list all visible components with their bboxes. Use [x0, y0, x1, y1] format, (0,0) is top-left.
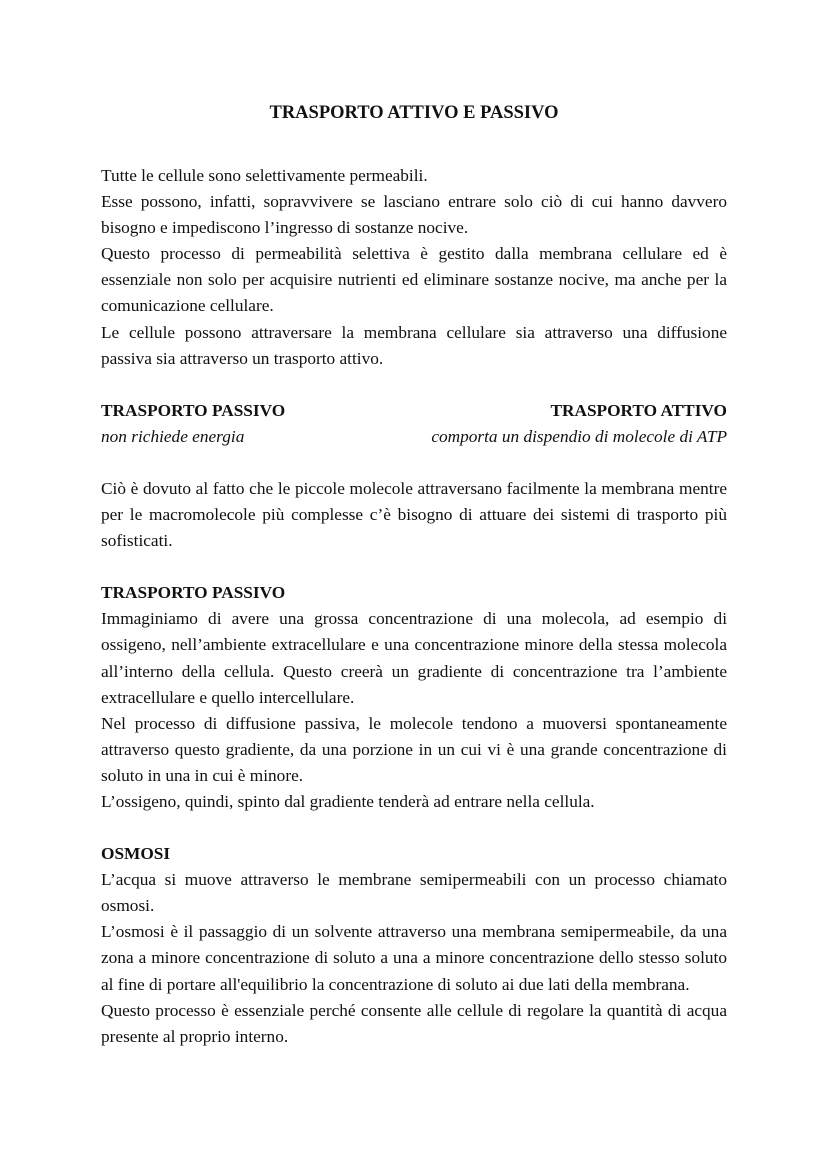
intro-paragraph: Tutte le cellule sono selettivamente permeabili.: [101, 166, 428, 185]
passive-transport-heading: TRASPORTO PASSIVO: [101, 583, 286, 603]
osmosis-paragraph: Questo processo è essenziale perché consente alle cellule di regolare la quantità di acqua presente al proprio interno.: [101, 1000, 727, 1046]
osmosis-paragraph: L’acqua si muove attraverso le membrane semipermeabili con un processo chiamato osmosi.: [101, 870, 727, 916]
explanation-section: [101, 476, 727, 554]
passive-paragraph: L’ossigeno, quindi, spinto dal gradiente tenderà ad entrare nella cellula.: [101, 791, 595, 811]
passive-paragraph: Immaginiamo di avere una grossa concentrazione di una molecola, ad esempio di ossigeno, nell’ambiente extracellulare e una concentrazione minore della stessa molecola all’interno della cellula. Questo creerà un gradiente di concentrazione tra l’ambiente extracellulare e quello intercellulare.: [101, 609, 727, 707]
explanation-paragraph: Ciò è dovuto al fatto che le piccole molecole attraversano facilmente la membrana mentre per le macromolecole più complesse c’è bisogno di attuare dei sistemi di trasporto più sofisticati.: [101, 478, 727, 551]
comparison-active-note: comporta un dispendio di molecole di ATP: [431, 426, 727, 446]
transport-comparison: [101, 398, 727, 450]
comparison-active: [431, 398, 727, 450]
comparison-active-heading: TRASPORTO ATTIVO: [550, 400, 727, 420]
osmosis-heading: OSMOSI: [101, 844, 171, 864]
passive-transport-section: [101, 580, 727, 815]
document-title: TRASPORTO ATTIVO E PASSIVO: [269, 103, 559, 123]
intro-paragraph: Esse possono, infatti, sopravvivere se lasciano entrare solo ciò di cui hanno davvero bisogno e impediscono l’ingresso di sostanze nocive.: [101, 192, 727, 238]
comparison-passive-note: non richiede energia: [101, 426, 245, 446]
intro-section: [101, 163, 727, 372]
document-page: [101, 99, 727, 1050]
osmosis-section: [101, 841, 727, 1050]
passive-paragraph: Nel processo di diffusione passiva, le molecole tendono a muoversi spontaneamente attraverso questo gradiente, da una porzione in un cui vi è una grande concentrazione di soluto in una in cui è minore.: [101, 713, 727, 785]
comparison-passive: [101, 398, 285, 450]
intro-paragraph: Le cellule possono attraversare la membrana cellulare sia attraverso una diffusione passiva sia attraverso un trasporto attivo.: [101, 322, 727, 368]
intro-paragraph: Questo processo di permeabilità selettiva è gestito dalla membrana cellulare ed è essenziale non solo per acquisire nutrienti ed eliminare sostanze nocive, ma anche per la comunicazione cellulare.: [101, 244, 727, 316]
osmosis-paragraph: L’osmosi è il passaggio di un solvente attraverso una membrana semipermeabile, da una zona a minore concentrazione di soluto a una a minore concentrazione dello stesso soluto al fine di portare all'equilibrio la concentrazione di soluto ai due lati della membrana.: [101, 922, 727, 994]
comparison-passive-heading: TRASPORTO PASSIVO: [101, 400, 286, 420]
